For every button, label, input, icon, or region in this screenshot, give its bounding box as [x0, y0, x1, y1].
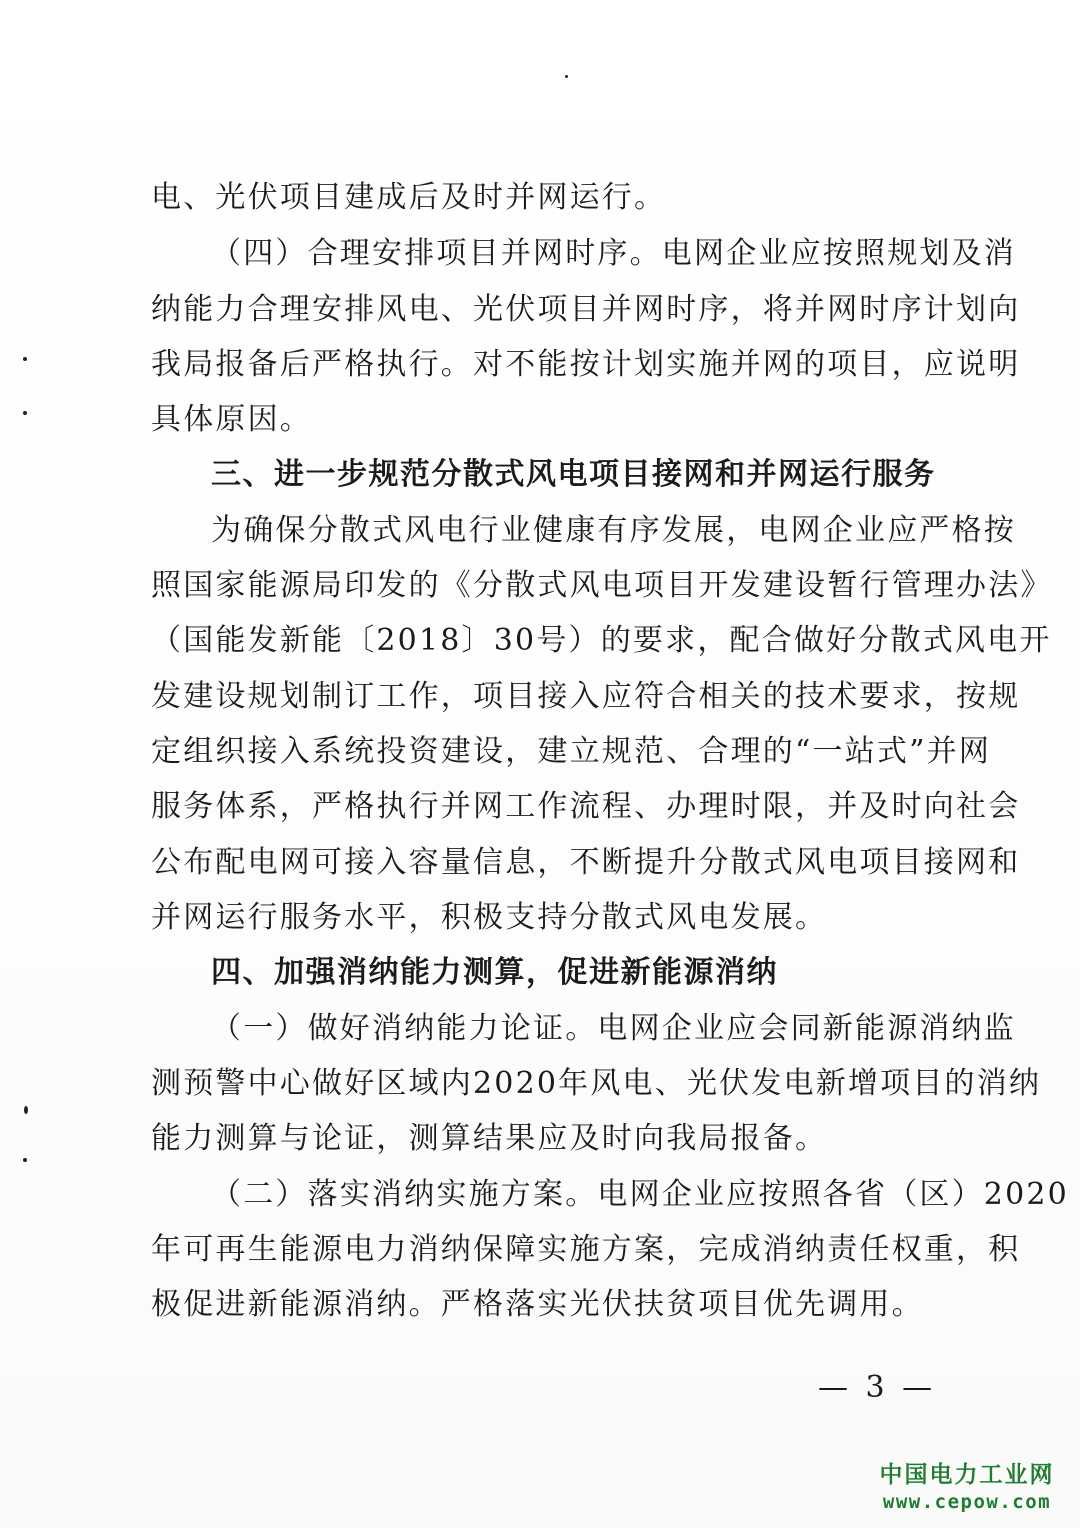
body-text-line: 照国家能源局印发的《分散式风电项目开发建设暂行管理办法》	[151, 568, 1053, 603]
page-number: — 3 —	[818, 1370, 937, 1405]
watermark-url: www.cepow.com	[882, 1491, 1052, 1513]
body-text-line: 我局报备后严格执行。对不能按计划实施并网的项目，应说明	[151, 347, 1021, 382]
body-text-line: 服务体系，严格执行并网工作流程、办理时限，并及时向社会	[151, 789, 1021, 824]
body-text-line: 能力测算与论证，测算结果应及时向我局报备。	[151, 1121, 828, 1156]
site-watermark	[872, 1460, 1062, 1514]
body-text-line: 并网运行服务水平，积极支持分散式风电发展。	[151, 900, 828, 935]
section-heading: 三、进一步规范分散式风电项目接网和并网运行服务	[211, 457, 936, 492]
body-text-line: （二）落实消纳实施方案。电网企业应按照各省（区）2020	[211, 1177, 1069, 1212]
scan-speck	[23, 357, 27, 361]
body-text-line: 发建设规划制订工作，项目接入应符合相关的技术要求，按规	[151, 679, 1021, 714]
body-text-line: （四）合理安排项目并网时序。电网企业应按照规划及消	[211, 236, 1016, 271]
body-text-line: 为确保分散式风电行业健康有序发展，电网企业应严格按	[211, 513, 1016, 548]
body-text-line: 定组织接入系统投资建设，建立规范、合理的“一站式”并网	[151, 734, 992, 769]
body-text-line: 电、光伏项目建成后及时并网运行。	[151, 180, 667, 215]
scan-speck	[23, 1158, 27, 1162]
scan-speck	[23, 411, 27, 415]
body-text-line: 年可再生能源电力消纳保障实施方案，完成消纳责任权重，积	[151, 1232, 1021, 1267]
body-text-line: （一）做好消纳能力论证。电网企业应会同新能源消纳监	[211, 1011, 1016, 1046]
section-heading: 四、加强消纳能力测算，促进新能源消纳	[211, 955, 778, 990]
body-text-line: 具体原因。	[151, 402, 312, 437]
body-text-line: （国能发新能〔2018〕30号）的要求，配合做好分散式风电开	[151, 623, 1052, 658]
body-text-line: 纳能力合理安排风电、光伏项目并网时序，将并网时序计划向	[151, 292, 1021, 327]
scan-speck	[24, 1106, 28, 1114]
watermark-title: 中国电力工业网	[879, 1462, 1055, 1488]
body-text-line: 公布配电网可接入容量信息，不断提升分散式风电项目接网和	[151, 845, 1021, 880]
body-text-line: 极促进新能源消纳。严格落实光伏扶贫项目优先调用。	[151, 1287, 924, 1322]
body-text-line: 测预警中心做好区域内2020年风电、光伏发电新增项目的消纳	[151, 1066, 1042, 1101]
scan-speck	[565, 75, 568, 78]
